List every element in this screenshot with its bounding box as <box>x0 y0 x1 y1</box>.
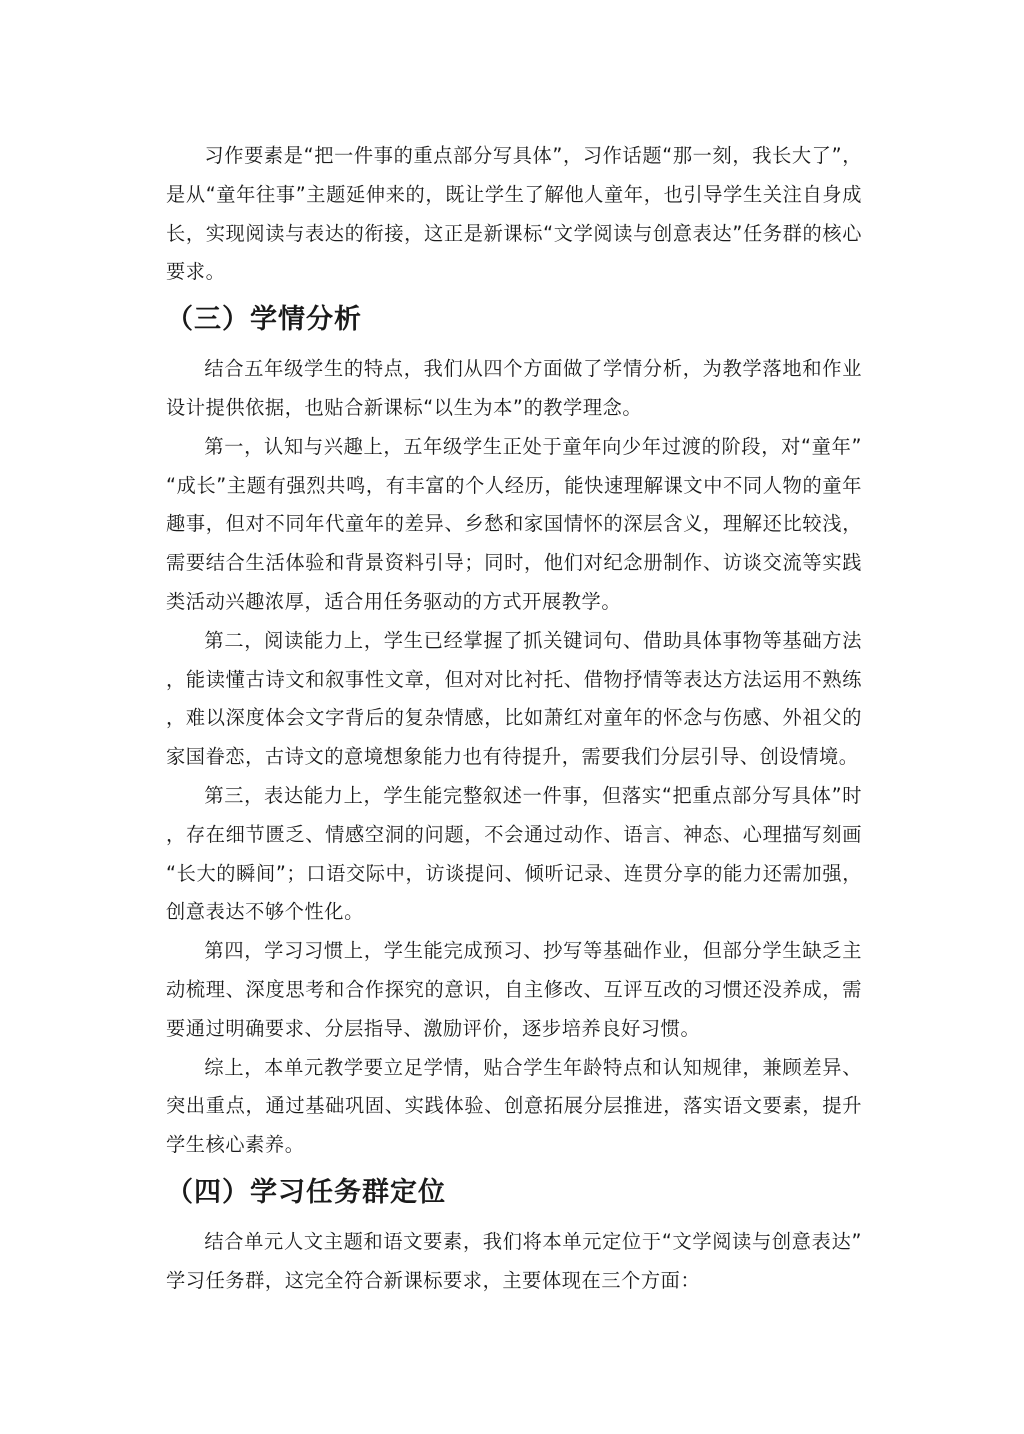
paragraph-analysis-intro: 结合五年级学生的特点，我们从四个方面做了学情分析，为教学落地和作业设计提供依据，也贴合新课标“以生为本”的教学理念。 <box>166 357 862 419</box>
document-page <box>166 137 862 1301</box>
paragraph-expression-ability: 第三，表达能力上，学生能完整叙述一件事，但落实“把重点部分写具体”时，存在细节匮乏、情感空洞的问题，不会通过动作、语言、神态、心理描写刻画“长大的瞬间”；口语交际中，访谈提问、倾听记录、连贯分享的能力还需加强，创意表达不够个性化。 <box>166 783 862 924</box>
paragraph-summary: 综上，本单元教学要立足学情，贴合学生年龄特点和认知规律，兼顾差异、突出重点，通过基础巩固、实践体验、创意拓展分层推进，落实语文要素，提升学生核心素养。 <box>166 1055 862 1157</box>
paragraph-reading-ability: 第二，阅读能力上，学生已经掌握了抓关键词句、借助具体事物等基础方法，能读懂古诗文和叙事性文章，但对对比衬托、借物抒情等表达方法运用不熟练，难以深度体会文字背后的复杂情感，比如萧红对童年的怀念与伤感、外祖父的家国眷恋，古诗文的意境想象能力也有待提升，需要我们分层引导、创设情境。 <box>166 628 862 769</box>
heading-learning-situation: （三）学情分析 <box>166 304 362 336</box>
paragraph-task-group-intro: 结合单元人文主题和语文要素，我们将本单元定位于“文学阅读与创意表达”学习任务群，这完全符合新课标要求，主要体现在三个方面： <box>166 1229 862 1292</box>
paragraph-learning-habits: 第四，学习习惯上，学生能完成预习、抄写等基础作业，但部分学生缺乏主动梳理、深度思考和合作探究的意识，自主修改、互评互改的习惯还没养成，需要通过明确要求、分层指导、激励评价，逐步培养良好习惯。 <box>166 939 862 1040</box>
heading-task-group-positioning: （四）学习任务群定位 <box>166 1176 446 1208</box>
paragraph-writing-elements: 习作要素是“把一件事的重点部分写具体”，习作话题“那一刻，我长大了”，是从“童年往事”主题延伸来的，既让学生了解他人童年，也引导学生关注自身成长，实现阅读与表达的衔接，这正是新课标“文学阅读与创意表达”任务群的核心要求。 <box>166 144 862 284</box>
paragraph-cognition-interest: 第一，认知与兴趣上，五年级学生正处于童年向少年过渡的阶段，对“童年”“成长”主题有强烈共鸣，有丰富的个人经历，能快速理解课文中不同人物的童年趣事，但对不同年代童年的差异、乡愁和家国情怀的深层含义，理解还比较浅，需要结合生活体验和背景资料引导；同时，他们对纪念册制作、访谈交流等实践类活动兴趣浓厚，适合用任务驱动的方式开展教学。 <box>166 434 862 613</box>
